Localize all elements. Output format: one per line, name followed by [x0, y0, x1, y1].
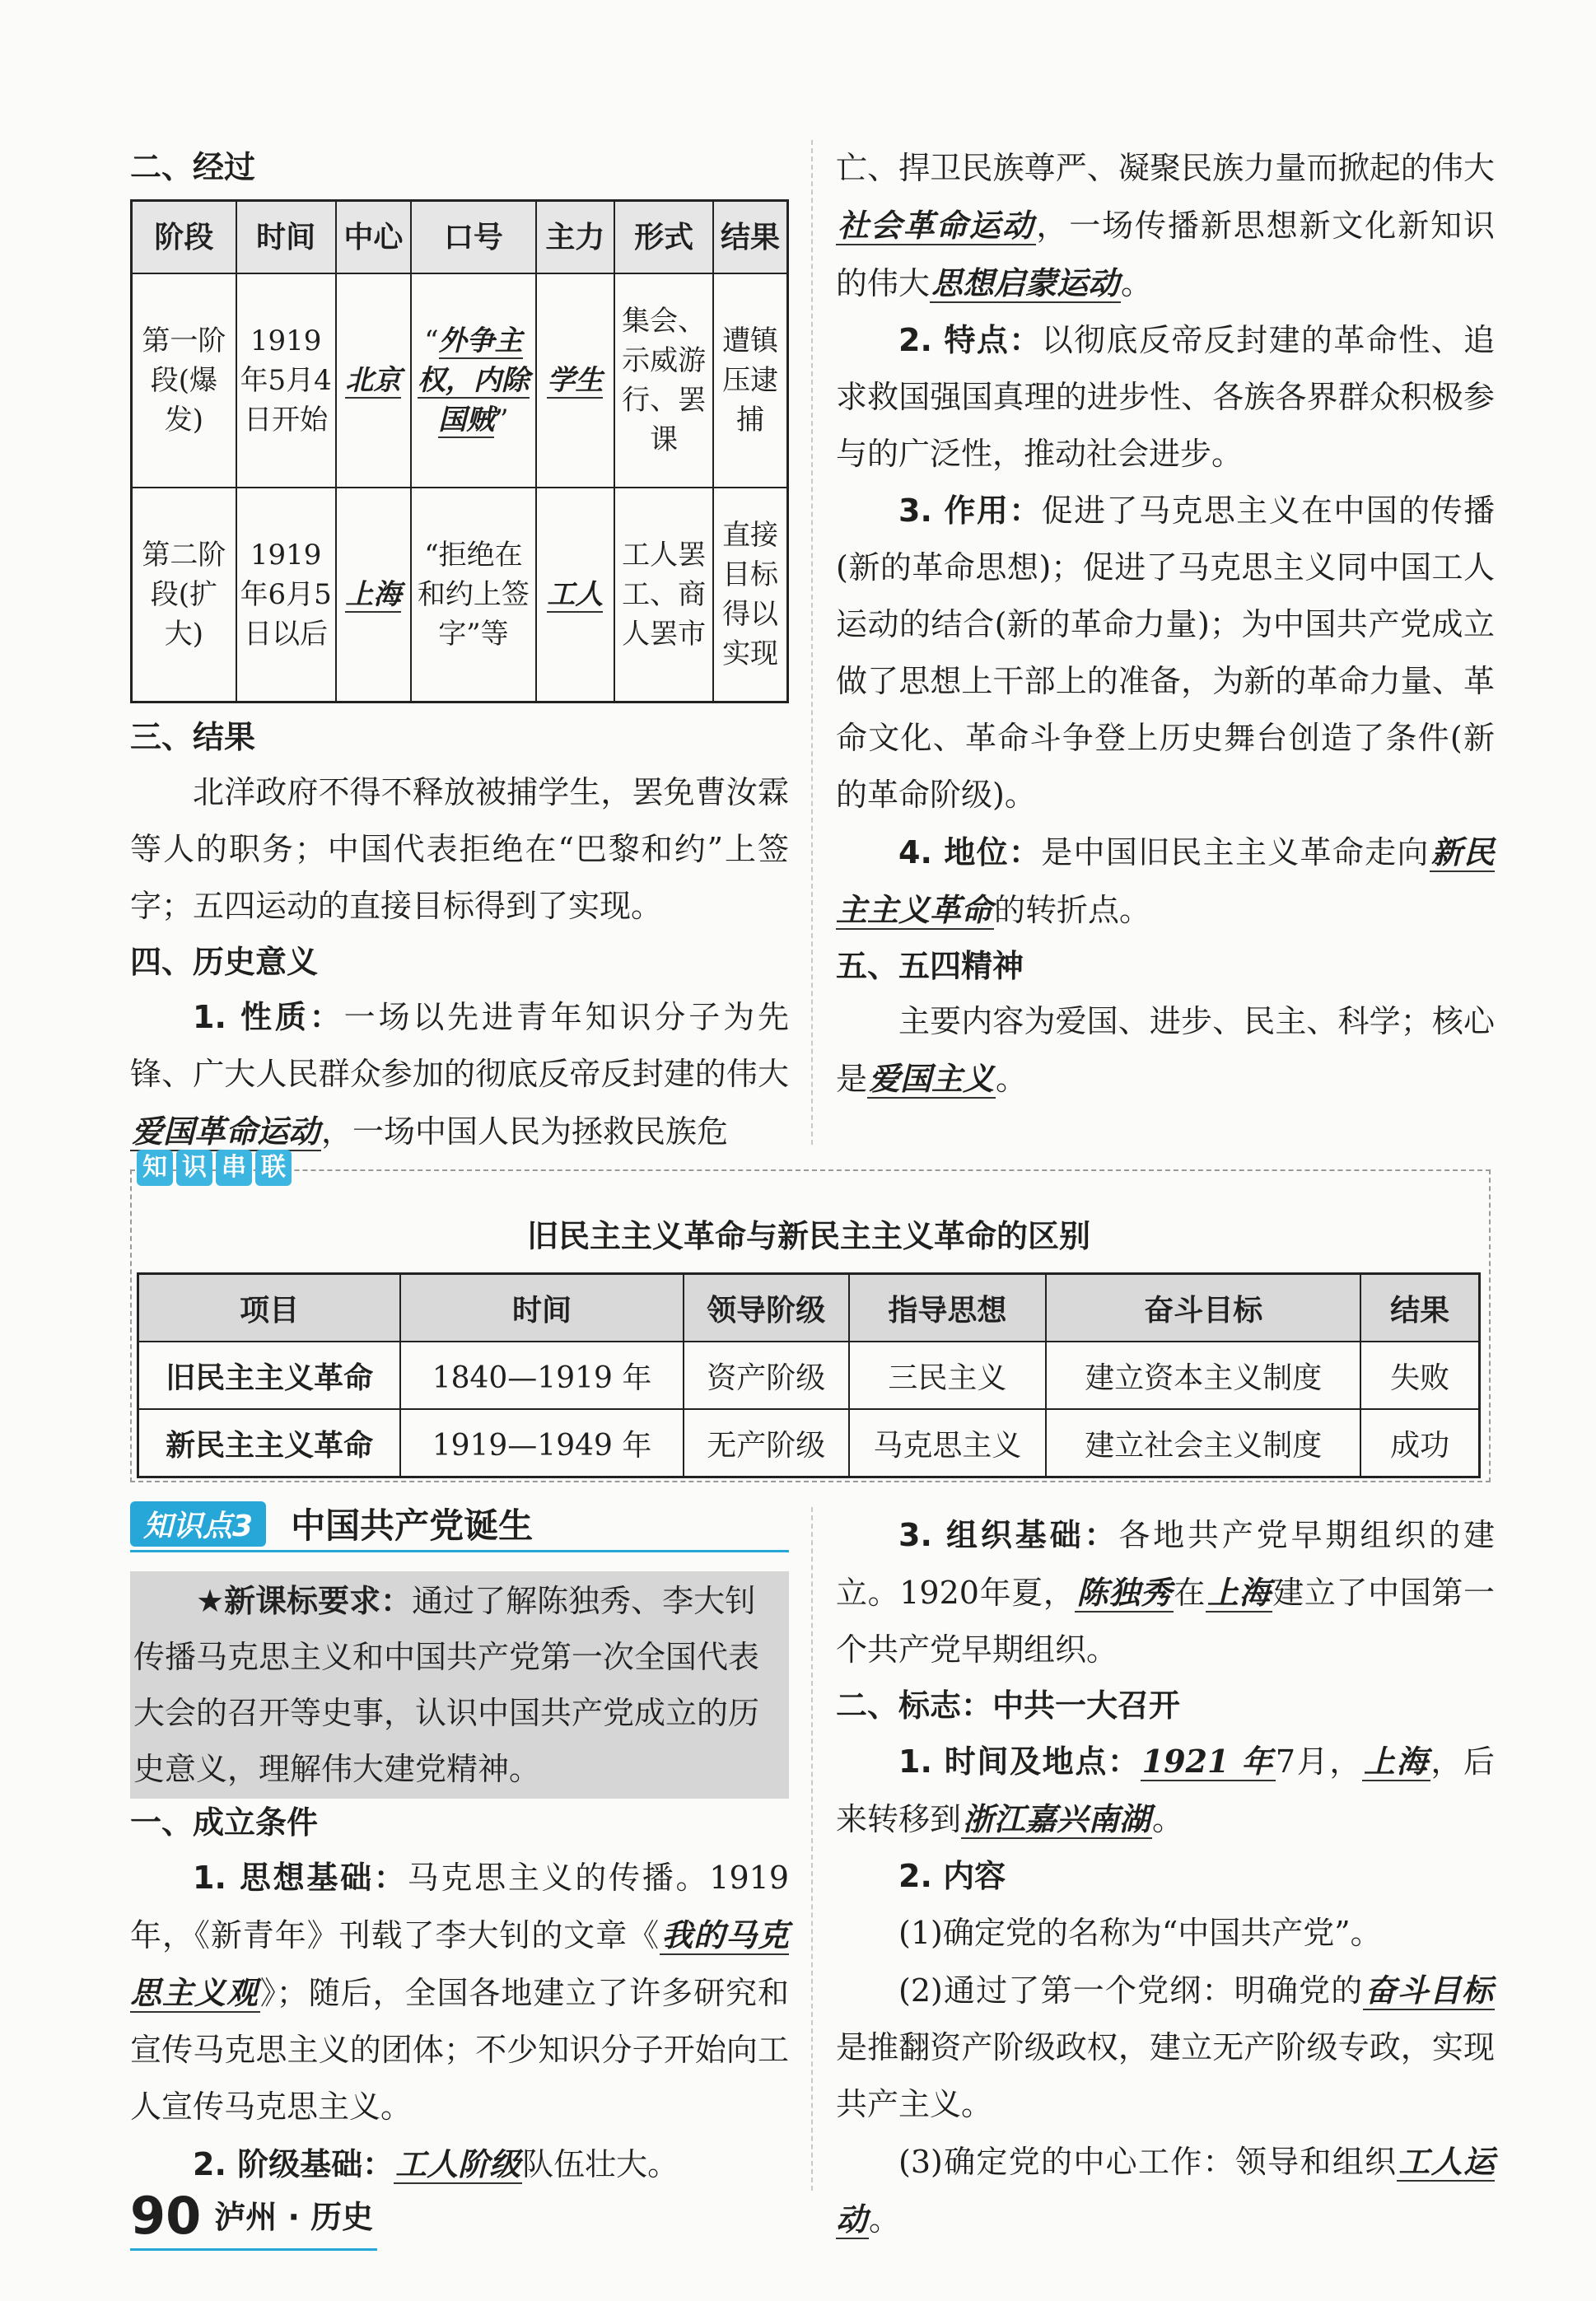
answer-text: 陈独秀 [1076, 1574, 1173, 1611]
page-number: 90 [130, 2186, 202, 2246]
text: 的转折点。 [994, 892, 1151, 928]
paragraph [130, 2135, 789, 2193]
table-cell: 1919年6月5日以后 [236, 488, 336, 702]
text: 队伍壮大。 [522, 2146, 679, 2182]
section-heading: 三、结果 [130, 718, 256, 755]
table-cell: 建立资本主义制度 [1046, 1342, 1360, 1409]
item-label: 2. 内容 [898, 1858, 1006, 1894]
knowledge-point-badge: 知识点3 [130, 1501, 266, 1547]
answer-text: 爱国革命运动 [132, 1112, 320, 1150]
table-header: 阶段 [132, 201, 236, 274]
table-header: 形式 [614, 201, 713, 274]
table-header: 奋斗目标 [1046, 1274, 1360, 1342]
paragraph [130, 989, 789, 1160]
table-row [132, 273, 788, 488]
text: 在 [1174, 1575, 1206, 1611]
tag-char: 知 [137, 1150, 173, 1186]
table-header: 指导思想 [849, 1274, 1047, 1342]
text: 通过了解陈独秀、李大钊传播马克思主义和中国共产党第一次全国代表大会的召开等史事，认识中国共产党成立的历史意义，理解伟大建党精神。 [133, 1583, 760, 1787]
quote-mark: “ [424, 324, 439, 357]
answer-text: 工人运动 [836, 2143, 1495, 2238]
table-row [138, 1409, 1480, 1477]
section-heading: 五、五四精神 [836, 948, 1024, 984]
item-label: 1. 思想基础： [193, 1860, 408, 1896]
page-footer [130, 2186, 374, 2246]
knowledge-title: 旧民主主义革命与新民主主义革命的区别 [526, 1218, 1090, 1254]
knowledge-point-title: 中国共产党诞生 [291, 1505, 534, 1546]
text: ，后来转移到 [836, 1743, 1495, 1837]
answer-text: 1921 年 [1141, 1743, 1274, 1780]
paragraph [836, 1848, 1495, 1905]
table-row [132, 488, 788, 702]
table-cell: 1919—1949 年 [400, 1409, 684, 1477]
answer-text: 上海 [1206, 1574, 1272, 1611]
answer-text: 外争主权，内除国贼 [417, 324, 530, 436]
table-header-row [138, 1274, 1480, 1342]
quote-mark: ” [494, 404, 509, 436]
answer-text: 学生 [547, 364, 604, 397]
paragraph: (1)确定党的名称为“中国共产党”。 [898, 1915, 1382, 1951]
text: 亡、捍卫民族尊严、凝聚民族力量而掀起的伟大 [836, 150, 1495, 186]
table-cell: 无产阶级 [684, 1409, 849, 1477]
text: ，一场传播新思想新文化新知识的伟大 [836, 208, 1495, 301]
paragraph: 北洋政府不得不释放被捕学生，罢免曹汝霖等人的职务；中国代表拒绝在“巴黎和约”上签字；五四运动的直接目标得到了实现。 [130, 773, 789, 924]
paragraph [836, 312, 1495, 483]
table-cell: 直接目标得以实现 [713, 488, 787, 702]
header-underline [130, 1550, 789, 1552]
footer-title: 泸州 · 历史 [214, 2199, 374, 2235]
answer-text: 思想启蒙运动 [931, 264, 1120, 301]
table-cell: 集会、示威游行、罢课 [614, 273, 713, 488]
right-column-bottom [836, 1507, 1495, 2248]
table-header: 时间 [236, 201, 336, 274]
text: 》；随后，全国各地建立了许多研究和宣传马克思主义的团体；不少知识分子开始向工人宣传马克思主义。 [130, 1975, 789, 2125]
text: ，一场中国人民为拯救民族危 [321, 1113, 729, 1150]
text: 马克思主义的传播。1919年，《新青年》刊载了李大钊的文章《 [130, 1860, 789, 1953]
section-heading: 二、标志：中共一大召开 [836, 1687, 1181, 1724]
table-header: 口号 [411, 201, 535, 274]
section-heading: 一、成立条件 [130, 1804, 319, 1841]
requirement-label: ★新课标要求： [196, 1583, 413, 1619]
table-header: 结果 [1360, 1274, 1479, 1342]
section-heading: 四、历史意义 [130, 943, 319, 980]
table-cell [536, 273, 615, 488]
text: 。 [1152, 1801, 1184, 1837]
text: 主要内容为爱国、进步、民主、科学；核心是 [836, 1003, 1495, 1097]
paragraph [836, 824, 1495, 939]
table-cell: 建立社会主义制度 [1046, 1409, 1360, 1477]
comparison-table [137, 1272, 1481, 1478]
answer-text: 社会革命运动 [838, 207, 1035, 244]
left-column [130, 140, 789, 1160]
table-cell: 三民主义 [849, 1342, 1047, 1409]
table-row [138, 1342, 1480, 1409]
text: 是推翻资产阶级政权，建立无产阶级专政，实现共产主义。 [836, 2029, 1495, 2122]
curriculum-requirement [130, 1571, 789, 1799]
footer-underline [130, 2248, 377, 2251]
table-cell: 成功 [1360, 1409, 1479, 1477]
tag-char: 串 [216, 1150, 252, 1186]
answer-text: 我的马克思主义观 [130, 1916, 789, 2011]
knowledge-tag [137, 1150, 292, 1186]
column-divider-top [811, 140, 813, 1145]
table-cell: “拒绝在和约上签字”等 [411, 488, 535, 702]
table-cell: 遭镇压逮捕 [713, 273, 787, 488]
item-label: 1. 性质： [193, 998, 344, 1035]
table-cell [411, 273, 535, 488]
table-cell: 第二阶段(扩大) [132, 488, 236, 702]
table-cell: 1919年5月4日开始 [236, 273, 336, 488]
tag-char: 联 [255, 1150, 292, 1186]
answer-text: 奋斗目标 [1365, 1972, 1493, 2009]
table-cell: 新民主主义革命 [138, 1409, 401, 1477]
paragraph [836, 2133, 1495, 2248]
item-label: 3. 组织基础： [898, 1517, 1119, 1553]
text: 以彻底反帝反封建的革命性、追求救国强国真理的进步性、各族各界群众积极参与的广泛性，推动社会进步。 [836, 322, 1495, 472]
item-label: 2. 特点： [898, 322, 1042, 358]
paragraph [130, 1850, 789, 2135]
paragraph [836, 1962, 1495, 2133]
answer-text: 工人阶级 [395, 2145, 521, 2182]
table-cell [336, 273, 412, 488]
answer-text: 上海 [1364, 1743, 1430, 1780]
answer-text: 爱国主义 [869, 1060, 995, 1097]
text: 建立了中国第一个共产党早期组织。 [836, 1575, 1495, 1668]
paragraph [836, 1733, 1495, 1848]
text: 。 [869, 2201, 901, 2238]
text: 。 [996, 1061, 1028, 1097]
table-cell: 1840—1919 年 [400, 1342, 684, 1409]
paragraph [836, 993, 1495, 1108]
paragraph [836, 140, 1495, 312]
knowledge-point-header [130, 1499, 533, 1548]
answer-text: 北京 [345, 364, 402, 397]
column-divider-bottom [811, 1507, 813, 2191]
table-header: 项目 [138, 1274, 401, 1342]
item-label: 3. 作用： [898, 492, 1042, 529]
table-cell: 马克思主义 [849, 1409, 1047, 1477]
table-header: 时间 [400, 1274, 684, 1342]
table-header: 主力 [536, 201, 615, 274]
text: 一场以先进青年知识分子为先锋、广大人民群众参加的彻底反帝反封建的伟大 [130, 998, 789, 1092]
table-header: 结果 [713, 201, 787, 274]
table-cell [536, 488, 615, 702]
text: 促进了马克思主义在中国的传播(新的革命思想)；促进了马克思主义同中国工人运动的结合(新的革命力量)；为中国共产党成立做了思想上干部上的准备，为新的革命力量、革命文化、革命斗争登上历史舞台创造了条件(新的革命阶级)。 [836, 492, 1495, 813]
item-label: 4. 地位： [898, 834, 1042, 870]
right-column [836, 140, 1495, 1108]
answer-text: 工人 [547, 577, 604, 611]
process-table [130, 199, 789, 703]
item-label: 1. 时间及地点： [898, 1743, 1141, 1780]
table-cell: 资产阶级 [684, 1342, 849, 1409]
left-column-bottom [130, 1795, 789, 2193]
answer-text: 浙江嘉兴南湖 [963, 1800, 1151, 1837]
text: (2)通过了第一个党纲：明确党的 [898, 1972, 1364, 2009]
paragraph [836, 1507, 1495, 1678]
text: (3)确定党的中心工作：领导和组织 [898, 2144, 1398, 2180]
table-cell: 失败 [1360, 1342, 1479, 1409]
table-cell: 工人罢工、商人罢市 [614, 488, 713, 702]
tag-char: 识 [176, 1150, 212, 1186]
text: 各地共产党早期组织的建立。1920年夏， [836, 1517, 1495, 1611]
text: 。 [1121, 265, 1153, 301]
table-header: 领导阶级 [684, 1274, 849, 1342]
answer-text: 新民主主义革命 [836, 833, 1495, 928]
section-heading: 二、经过 [130, 149, 256, 185]
table-header: 中心 [336, 201, 412, 274]
table-cell: 旧民主主义革命 [138, 1342, 401, 1409]
text: 是中国旧民主主义革命走向 [1041, 834, 1430, 870]
paragraph [836, 483, 1495, 824]
table-cell: 第一阶段(爆发) [132, 273, 236, 488]
table-cell [336, 488, 412, 702]
text: 7月， [1275, 1743, 1363, 1780]
item-label: 2. 阶级基础： [193, 2146, 394, 2182]
table-header-row [132, 201, 788, 274]
answer-text: 上海 [345, 577, 402, 611]
